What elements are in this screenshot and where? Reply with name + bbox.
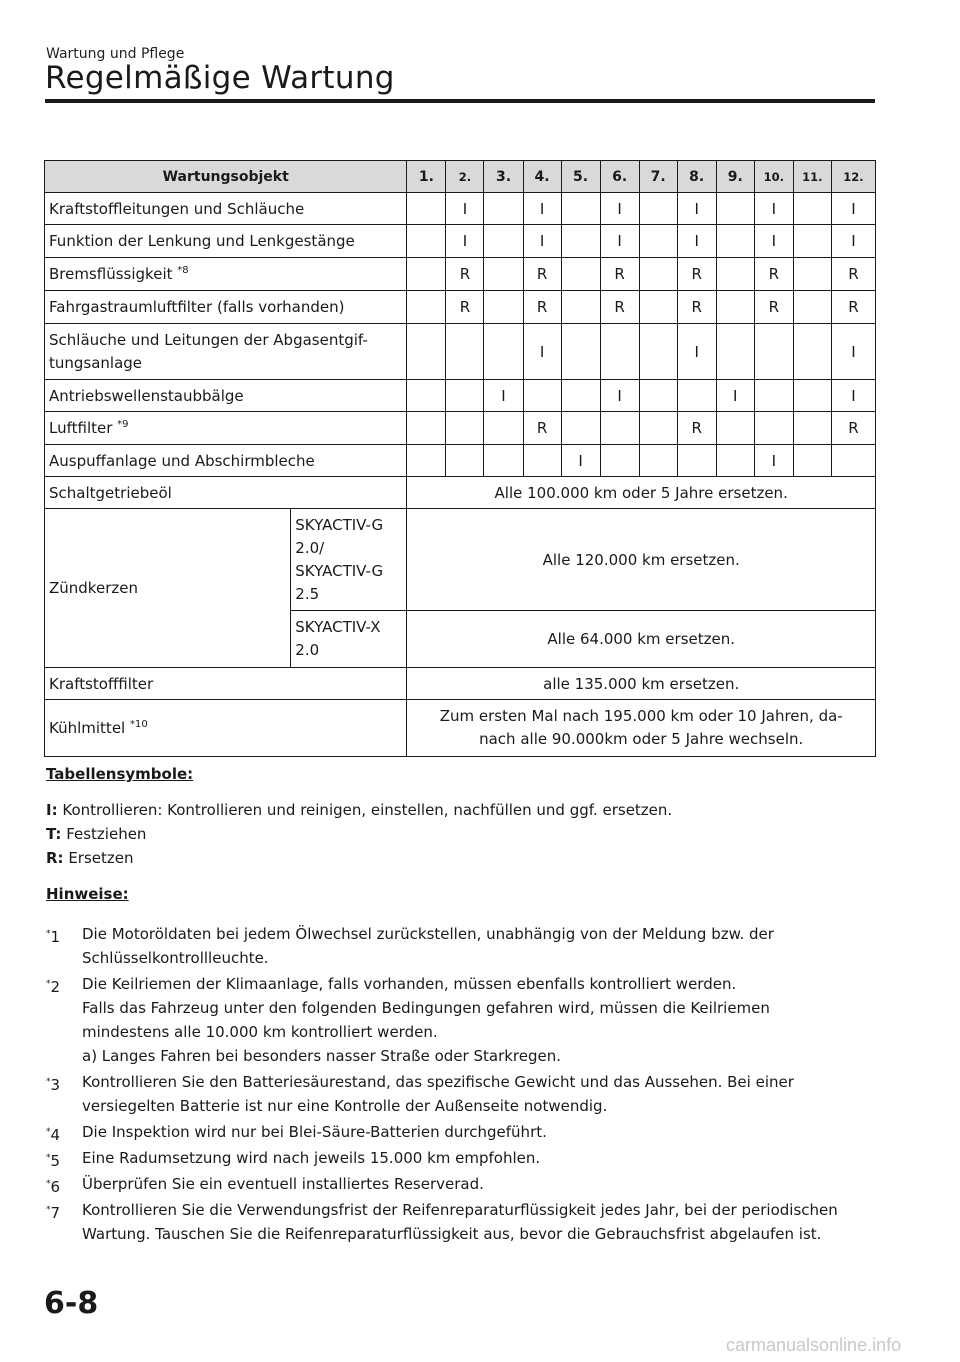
row-name — [45, 324, 407, 380]
table-row — [45, 412, 876, 445]
header-interval: 8. — [677, 161, 716, 193]
interval-cell — [446, 412, 484, 445]
note-number — [46, 972, 60, 999]
note-item — [46, 1120, 876, 1144]
note-number-text: 4 — [50, 1126, 61, 1144]
row-name — [45, 291, 407, 324]
note-item — [46, 1146, 876, 1170]
interval-cell — [561, 412, 600, 445]
note-line: Die Motoröldaten bei jedem Ölwechsel zurückstellen, unabhängig von der Meldung bzw. der — [82, 925, 774, 943]
note-line: Eine Radumsetzung wird nach jeweils 15.000 km empfohlen. — [82, 1149, 541, 1167]
note-line: Kontrollieren Sie den Batteriesäurestand, das spezifische Gewicht und das Aussehen. Bei einer — [82, 1073, 794, 1091]
note-item — [46, 922, 876, 970]
row-instruction: Alle 100.000 km oder 5 Jahre ersetzen. — [407, 477, 876, 509]
note-item — [46, 972, 876, 1068]
interval-cell — [793, 380, 831, 412]
interval-cell: I — [677, 324, 716, 380]
interval-cell — [484, 324, 523, 380]
note-number — [46, 1172, 60, 1199]
note-line: Die Inspektion wird nur bei Blei-Säure-Batterien durchgeführt. — [82, 1123, 547, 1141]
interval-cell: I — [484, 380, 523, 412]
legend-text: Ersetzen — [63, 849, 134, 867]
interval-cell: I — [677, 225, 716, 258]
interval-cell — [561, 258, 600, 291]
interval-cell: I — [446, 193, 484, 225]
note-number-text: 2 — [50, 978, 61, 996]
note-line: a) Langes Fahren bei besonders nasser Straße oder Starkregen. — [82, 1047, 562, 1065]
interval-cell — [754, 380, 793, 412]
note-star: * — [46, 1153, 51, 1163]
footnote-ref: *9 — [117, 419, 129, 430]
interval-cell: I — [831, 324, 875, 380]
row-instruction: alle 135.000 km ersetzen. — [407, 668, 876, 700]
interval-cell — [407, 324, 446, 380]
table-row — [45, 509, 876, 611]
interval-cell: R — [600, 291, 639, 324]
note-star: * — [46, 979, 51, 989]
interval-cell: R — [831, 291, 875, 324]
header-interval: 3. — [484, 161, 523, 193]
interval-cell: I — [754, 445, 793, 477]
interval-cell — [793, 324, 831, 380]
interval-cell — [561, 380, 600, 412]
header-interval: 2. — [446, 161, 484, 193]
header-interval: 11. — [793, 161, 831, 193]
interval-cell: R — [677, 412, 716, 445]
note-number-text: 3 — [50, 1076, 61, 1094]
interval-cell — [407, 258, 446, 291]
table-row — [45, 477, 876, 509]
interval-cell — [446, 445, 484, 477]
interval-cell: I — [523, 225, 561, 258]
table-row — [45, 700, 876, 757]
row-name-text: Schläuche und Leitungen der Abgasentgif-tungsanlage — [49, 330, 368, 372]
interval-cell: I — [831, 225, 875, 258]
interval-cell — [484, 193, 523, 225]
row-name — [45, 193, 407, 225]
row-name — [45, 225, 407, 258]
engine-line: SKYACTIV-G — [295, 561, 384, 580]
interval-cell — [716, 445, 754, 477]
interval-cell — [639, 258, 677, 291]
row-name — [45, 445, 407, 477]
interval-cell — [600, 412, 639, 445]
interval-cell — [754, 324, 793, 380]
note-number-text: 5 — [50, 1152, 61, 1170]
interval-cell — [600, 324, 639, 380]
interval-cell — [831, 445, 875, 477]
row-name-text: Fahrgastraumluftfilter (falls vorhanden) — [49, 298, 345, 316]
header-interval: 12. — [831, 161, 875, 193]
interval-cell — [754, 412, 793, 445]
legend-item — [46, 849, 134, 867]
title-divider — [45, 99, 875, 103]
engine-line: SKYACTIV-G — [295, 515, 384, 534]
interval-cell — [639, 291, 677, 324]
notes-list — [46, 922, 876, 1248]
interval-cell — [407, 445, 446, 477]
footnote-ref: *8 — [177, 265, 189, 276]
note-number-text: 6 — [50, 1178, 61, 1196]
interval-cell — [639, 445, 677, 477]
interval-cell — [639, 225, 677, 258]
note-line: Schlüsselkontrollleuchte. — [82, 949, 269, 967]
table-row — [45, 291, 876, 324]
interval-cell: I — [446, 225, 484, 258]
legend-key: T: — [46, 825, 62, 843]
interval-cell — [793, 445, 831, 477]
interval-cell — [677, 445, 716, 477]
row-instruction: Alle 64.000 km ersetzen. — [407, 611, 876, 668]
legend-text: Kontrollieren: Kontrollieren und reinigen, einstellen, nachfüllen und ggf. ersetzen. — [57, 801, 673, 819]
interval-cell — [484, 412, 523, 445]
interval-cell — [716, 412, 754, 445]
interval-cell — [793, 258, 831, 291]
interval-cell — [639, 412, 677, 445]
header-interval: 10. — [754, 161, 793, 193]
watermark: carmanualsonline.info — [726, 1335, 902, 1355]
engine-variant — [291, 611, 407, 668]
note-number-text: 1 — [50, 928, 61, 946]
interval-cell: R — [446, 291, 484, 324]
interval-cell — [484, 258, 523, 291]
engine-variant — [291, 509, 407, 611]
interval-cell: R — [523, 258, 561, 291]
engine-line: SKYACTIV-X — [295, 618, 381, 636]
note-star: * — [46, 1077, 51, 1087]
note-star: * — [46, 1127, 51, 1137]
interval-cell: R — [446, 258, 484, 291]
note-line: Kontrollieren Sie die Verwendungsfrist der Reifenreparaturflüssigkeit jedes Jahr, bei der periodischen — [82, 1201, 838, 1219]
interval-cell: R — [831, 258, 875, 291]
table-row — [45, 258, 876, 291]
interval-cell: R — [754, 291, 793, 324]
interval-cell — [561, 324, 600, 380]
interval-cell — [639, 324, 677, 380]
interval-cell — [561, 225, 600, 258]
interval-cell: R — [523, 291, 561, 324]
interval-cell — [793, 291, 831, 324]
interval-cell — [639, 380, 677, 412]
interval-cell — [407, 291, 446, 324]
interval-cell — [561, 193, 600, 225]
legend-item — [46, 825, 146, 843]
interval-cell — [484, 291, 523, 324]
interval-cell — [523, 380, 561, 412]
interval-cell — [523, 445, 561, 477]
interval-cell: I — [754, 225, 793, 258]
interval-cell — [639, 193, 677, 225]
footnote-ref: *10 — [129, 719, 148, 730]
interval-cell: I — [600, 193, 639, 225]
row-name-text: Auspuffanlage und Abschirmbleche — [49, 451, 315, 470]
instruction-line: Zum ersten Mal nach 195.000 km oder 10 Jahren, da- — [439, 707, 843, 725]
row-name — [45, 700, 407, 757]
note-line: Wartung. Tauschen Sie die Reifenreparaturflüssigkeit aus, bevor die Gebrauchsfrist abgelaufen ist. — [82, 1225, 822, 1243]
page-title: Regelmäßige Wartung — [45, 60, 395, 96]
note-star: * — [46, 1205, 51, 1215]
interval-cell: I — [831, 193, 875, 225]
header-interval: 4. — [523, 161, 561, 193]
interval-cell — [716, 291, 754, 324]
interval-cell — [793, 193, 831, 225]
row-name-text: Antriebswellenstaubbälge — [49, 386, 244, 405]
maintenance-table — [44, 160, 876, 757]
row-name-text: Luftfilter — [49, 419, 118, 437]
table-row — [45, 668, 876, 700]
interval-cell — [716, 324, 754, 380]
interval-cell — [407, 225, 446, 258]
note-line: Überprüfen Sie ein eventuell installiertes Reserverad. — [82, 1175, 484, 1193]
interval-cell: I — [716, 380, 754, 412]
legend-heading: Tabellensymbole: — [46, 765, 194, 783]
interval-cell: I — [600, 225, 639, 258]
interval-cell: R — [677, 291, 716, 324]
interval-cell — [561, 291, 600, 324]
table-row — [45, 225, 876, 258]
interval-cell — [716, 193, 754, 225]
table-header-row — [45, 161, 876, 193]
interval-cell — [446, 380, 484, 412]
page-number: 6-8 — [44, 1286, 99, 1321]
table-row — [45, 380, 876, 412]
interval-cell: I — [831, 380, 875, 412]
row-name: Schaltgetriebeöl — [45, 477, 407, 509]
row-name: Kraftstofffilter — [45, 668, 407, 700]
engine-line: 2.5 — [295, 584, 320, 603]
interval-cell — [716, 225, 754, 258]
note-number — [46, 922, 60, 949]
legend-key: R: — [46, 849, 64, 867]
header-interval: 6. — [600, 161, 639, 193]
legend-item — [46, 801, 672, 819]
table-row — [45, 445, 876, 477]
interval-cell — [793, 412, 831, 445]
note-number — [46, 1120, 60, 1147]
note-line: versiegelten Batterie ist nur eine Kontrolle der Außenseite notwendig. — [82, 1097, 608, 1115]
header-interval: 7. — [639, 161, 677, 193]
header-object: Wartungsobjekt — [45, 161, 407, 193]
interval-cell — [600, 445, 639, 477]
row-name-text: Kraftstoffleitungen und Schläuche — [49, 199, 305, 218]
row-instruction: Alle 120.000 km ersetzen. — [407, 509, 876, 611]
note-item — [46, 1172, 876, 1196]
row-name: Zündkerzen — [45, 509, 291, 668]
header-interval: 9. — [716, 161, 754, 193]
note-item — [46, 1198, 876, 1246]
row-name — [45, 380, 407, 412]
table-row — [45, 324, 876, 380]
interval-cell: R — [754, 258, 793, 291]
interval-cell: I — [754, 193, 793, 225]
interval-cell: R — [600, 258, 639, 291]
note-item — [46, 1070, 876, 1118]
row-name — [45, 412, 407, 445]
note-line: Falls das Fahrzeug unter den folgenden Bedingungen gefahren wird, müssen die Keilriemen — [82, 999, 770, 1017]
legend-text: Festziehen — [61, 825, 147, 843]
row-instruction — [407, 700, 876, 757]
note-number-text: 7 — [50, 1204, 61, 1222]
engine-line: 2.0 — [295, 641, 320, 659]
interval-cell — [407, 193, 446, 225]
section-label: Wartung und Pflege — [46, 46, 185, 62]
header-interval: 1. — [407, 161, 446, 193]
interval-cell — [407, 412, 446, 445]
interval-cell — [484, 225, 523, 258]
note-star: * — [46, 1179, 51, 1189]
interval-cell — [677, 380, 716, 412]
row-name — [45, 258, 407, 291]
interval-cell: R — [677, 258, 716, 291]
interval-cell: I — [677, 193, 716, 225]
interval-cell: R — [831, 412, 875, 445]
interval-cell — [793, 225, 831, 258]
row-name-text: Bremsflüssigkeit — [49, 265, 178, 283]
interval-cell: I — [600, 380, 639, 412]
interval-cell — [407, 380, 446, 412]
interval-cell: R — [523, 412, 561, 445]
interval-cell — [446, 324, 484, 380]
row-name-text: Kühlmittel — [49, 719, 130, 737]
interval-cell: I — [523, 324, 561, 380]
note-number — [46, 1070, 60, 1097]
note-star: * — [46, 929, 51, 939]
note-line: Die Keilriemen der Klimaanlage, falls vorhanden, müssen ebenfalls kontrolliert werden. — [82, 975, 737, 993]
note-number — [46, 1146, 60, 1173]
table-row — [45, 193, 876, 225]
row-name-text: Funktion der Lenkung und Lenkgestänge — [49, 232, 355, 250]
interval-cell: I — [561, 445, 600, 477]
legend-key: I: — [46, 801, 58, 819]
interval-cell — [716, 258, 754, 291]
interval-cell — [484, 445, 523, 477]
instruction-line: nach alle 90.000km oder 5 Jahre wechseln. — [479, 730, 804, 748]
interval-cell: I — [523, 193, 561, 225]
note-number — [46, 1198, 60, 1225]
note-line: mindestens alle 10.000 km kontrolliert werden. — [82, 1023, 438, 1041]
notes-heading: Hinweise: — [46, 885, 129, 903]
engine-line: 2.0/ — [295, 538, 325, 557]
header-interval: 5. — [561, 161, 600, 193]
